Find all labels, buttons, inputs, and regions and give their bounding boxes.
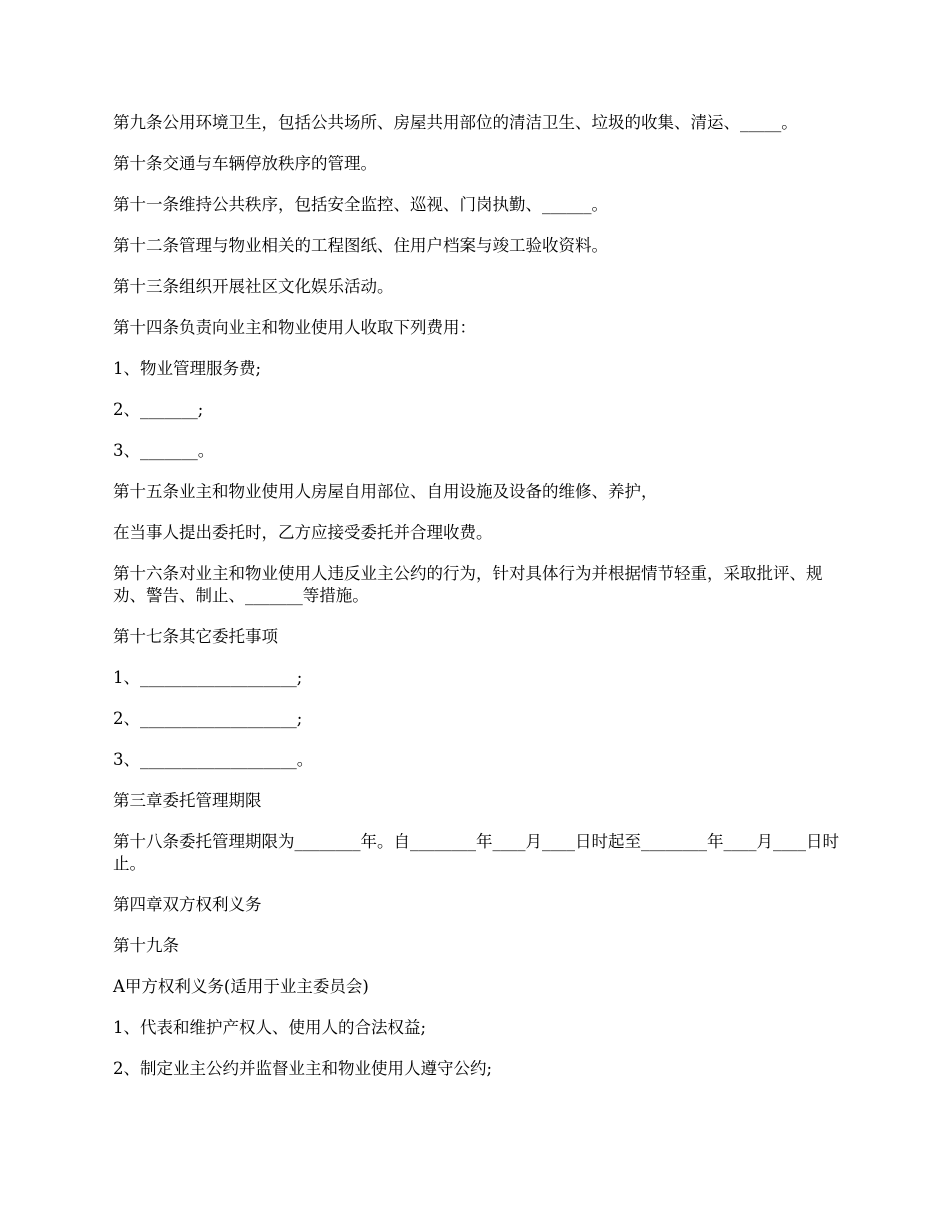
list-item-other-2: 2、___________________; [113,709,303,728]
paragraph-article-11: 第十一条维持公共秩序，包括安全监控、巡视、门岗执勤、______。 [113,195,608,214]
paragraph-article-13: 第十三条组织开展社区文化娱乐活动。 [113,277,394,296]
list-item-fee-3: 3、_______。 [113,441,215,460]
chapter-heading-3: 第三章委托管理期限 [113,791,262,810]
paragraph-article-12: 第十二条管理与物业相关的工程图纸、住用户档案与竣工验收资料。 [113,236,608,255]
document-body [113,112,843,1099]
list-item-fee-1: 1、物业管理服务费; [113,359,262,378]
paragraph-article-15-continued: 在当事人提出委托时，乙方应接受委托并合理收费。 [113,523,493,542]
chapter-heading-4: 第四章双方权利义务 [113,895,262,914]
list-item-other-1: 1、___________________; [113,668,303,687]
paragraph-article-10: 第十条交通与车辆停放秩序的管理。 [113,154,377,173]
paragraph-article-18: 第十八条委托管理期限为________年。自________年____月____日时起至________年____月____日时止。 [113,832,839,873]
list-item-rights-1: 1、代表和维护产权人、使用人的合法权益; [113,1018,427,1037]
paragraph-article-9: 第九条公用环境卫生，包括公共场所、房屋共用部位的清洁卫生、垃圾的收集、清运、_____。 [113,113,798,132]
paragraph-article-14: 第十四条负责向业主和物业使用人收取下列费用： [113,318,476,337]
paragraph-article-19: 第十九条 [113,936,179,955]
list-item-rights-2: 2、制定业主公约并监督业主和物业使用人遵守公约; [113,1059,493,1078]
paragraph-article-16: 第十六条对业主和物业使用人违反业主公约的行为，针对具体行为并根据情节轻重，采取批评、规劝、警告、制止、_______等措施。 [113,564,823,605]
paragraph-article-15: 第十五条业主和物业使用人房屋自用部位、自用设施及设备的维修、养护， [113,482,658,501]
list-item-other-3: 3、___________________。 [113,750,314,769]
list-item-fee-2: 2、_______; [113,400,204,419]
section-heading-a: A甲方权利义务(适用于业主委员会) [113,977,369,996]
paragraph-article-17: 第十七条其它委托事项 [113,627,278,646]
